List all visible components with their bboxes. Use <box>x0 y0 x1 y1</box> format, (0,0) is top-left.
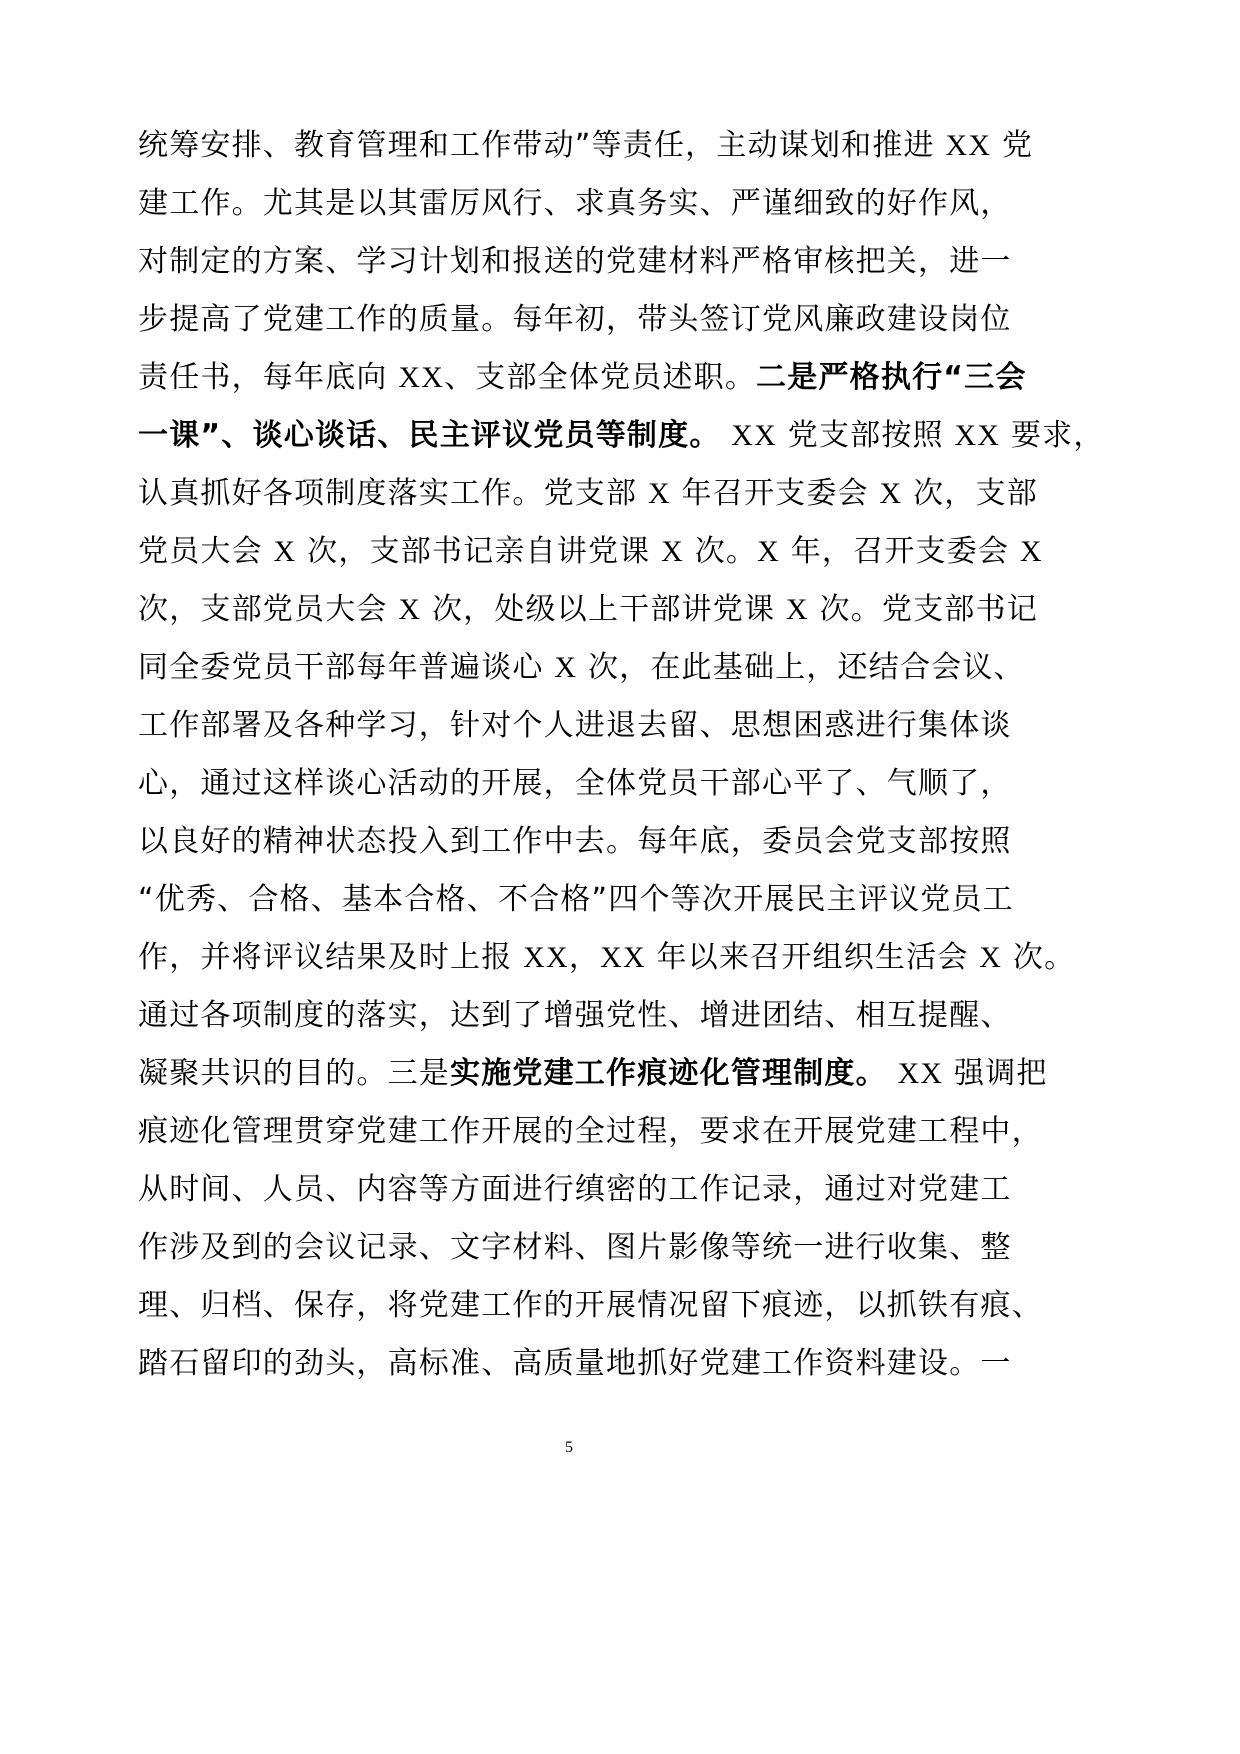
body-text-segment: 、支部全体党员述职。 <box>444 360 757 395</box>
body-text-segment: “优秀、合格、基本合格、不合格”四个等次开展民主评议党员工 <box>138 882 1014 917</box>
text-line <box>138 880 1014 920</box>
body-text-segment: 踏石留印的劲头，高标准、高质量地抓好党建工作资料建设。一 <box>138 1346 1012 1381</box>
body-text-segment: 心，通过这样谈心活动的开展，全体党员干部心平了、气顺了， <box>138 766 1012 801</box>
body-text-segment: 从时间、人员、内容等方面进行缜密的工作记录，通过对党建工 <box>138 1172 1012 1207</box>
body-text-segment: XX <box>954 419 1001 452</box>
body-text-segment: 次，支部党员大会 <box>138 592 399 627</box>
body-text-segment: 次，支部书记亲自讲党课 <box>296 534 662 569</box>
body-text-segment: X <box>979 941 1003 974</box>
text-line <box>138 1286 1043 1326</box>
body-text-segment: 痕迹化管理贯穿党建工作开展的全过程，要求在开展党建工程中， <box>138 1114 1043 1149</box>
text-line <box>138 1112 1043 1152</box>
text-line <box>138 764 1012 804</box>
body-text-segment: 作，并将评议结果及时上报 <box>138 940 524 975</box>
body-text-segment: X <box>398 593 422 626</box>
body-text-segment: 次，处级以上干部讲党课 <box>421 592 786 627</box>
body-text-segment: 次，支部 <box>902 476 1038 511</box>
body-text-segment: XX <box>945 129 992 162</box>
body-text-segment: 步提高了党建工作的质量。每年初，带头签订党风廉政建设岗位 <box>138 302 1012 337</box>
text-line <box>138 300 1012 340</box>
body-text-segment: 次。 <box>1002 940 1076 975</box>
body-text-segment: 年，召开支委会 <box>780 534 1020 569</box>
body-text-segment: 党员大会 <box>138 534 274 569</box>
body-text-segment: X <box>647 477 671 510</box>
text-line <box>138 1228 1012 1268</box>
body-text-segment: 次。党支部书记 <box>808 592 1038 627</box>
body-text-segment: 理、归档、保存，将党建工作的开展情况留下痕迹，以抓铁有痕、 <box>138 1288 1043 1323</box>
bold-heading-text: 二是严格执行“三会 <box>756 360 1027 395</box>
body-text-segment: 次。 <box>683 534 758 569</box>
body-text-segment: ， <box>568 940 601 975</box>
body-text-segment: 年以来召开组织生活会 <box>645 940 980 975</box>
body-text-segment: 认真抓好各项制度落实工作。党支部 <box>138 476 648 511</box>
body-text-segment: 凝聚共识的目的。三是 <box>138 1056 450 1091</box>
text-line <box>138 938 1075 978</box>
body-text-segment: 责任书，每年底向 <box>138 360 399 395</box>
text-line <box>138 532 1043 572</box>
bold-heading-text: 一课”、谈心谈话、民主评议党员等制度。 <box>138 418 721 453</box>
body-text-segment: X <box>757 535 780 568</box>
text-line <box>138 242 1012 282</box>
body-text-segment: 作涉及到的会议记录、文字材料、图片影像等统一进行收集、整 <box>138 1230 1012 1265</box>
text-line <box>138 996 1012 1036</box>
text-line <box>138 648 1025 688</box>
body-text-segment: XX <box>897 1057 944 1090</box>
text-line <box>138 1170 1012 1210</box>
body-text-segment: 次，在此基础上，还结合会议、 <box>577 650 1025 685</box>
body-text-segment: 党 <box>991 128 1034 163</box>
text-line <box>138 590 1038 630</box>
page-number: 5 <box>565 1439 573 1456</box>
text-line <box>138 822 1012 862</box>
body-text-segment: 要求， <box>1000 418 1105 453</box>
body-text-segment: 年召开支委会 <box>670 476 880 511</box>
body-text-segment: 工作部署及各种学习，针对个人进退去留、思想困惑进行集体谈 <box>138 708 1012 743</box>
text-line <box>138 358 1027 398</box>
body-text-segment: 强调把 <box>943 1056 1048 1091</box>
body-text-segment: X <box>661 535 684 568</box>
body-text-segment: 党支部按照 <box>777 418 955 453</box>
bold-heading-text: 实施党建工作痕迹化管理制度。 <box>450 1056 887 1091</box>
body-text-segment: 同全委党员干部每年普遍谈心 <box>138 650 555 685</box>
body-text-segment: X <box>273 535 297 568</box>
body-text-segment: X <box>1019 535 1043 568</box>
body-text-segment: X <box>879 477 903 510</box>
body-text-segment: 通过各项制度的落实，达到了增强党性、增进团结、相互提醒、 <box>138 998 1012 1033</box>
body-text-segment <box>887 1056 898 1091</box>
text-line <box>138 416 1105 456</box>
body-text-segment: 统筹安排、教育管理和工作带动”等责任，主动谋划和推进 <box>138 128 946 163</box>
body-text-segment: 以良好的精神状态投入到工作中去。每年底，委员会党支部按照 <box>138 824 1012 859</box>
text-line <box>138 474 1038 514</box>
body-text-segment: 对制定的方案、学习计划和报送的党建材料严格审核把关，进一 <box>138 244 1012 279</box>
body-text-segment: 建工作。尤其是以其雷厉风行、求真务实、严谨细致的好作风， <box>138 186 1012 221</box>
text-line <box>138 706 1012 746</box>
text-line <box>138 1344 1012 1384</box>
text-line <box>138 1054 1048 1094</box>
body-text-segment: X <box>554 651 578 684</box>
text-line <box>138 126 1033 166</box>
body-text-segment: XX <box>600 941 646 974</box>
body-text-segment: XX <box>398 361 445 394</box>
text-line <box>138 184 1012 224</box>
body-text-segment <box>721 418 732 453</box>
body-text-segment: X <box>785 593 809 626</box>
body-text-segment: XX <box>731 419 778 452</box>
body-text-segment: XX <box>523 941 569 974</box>
